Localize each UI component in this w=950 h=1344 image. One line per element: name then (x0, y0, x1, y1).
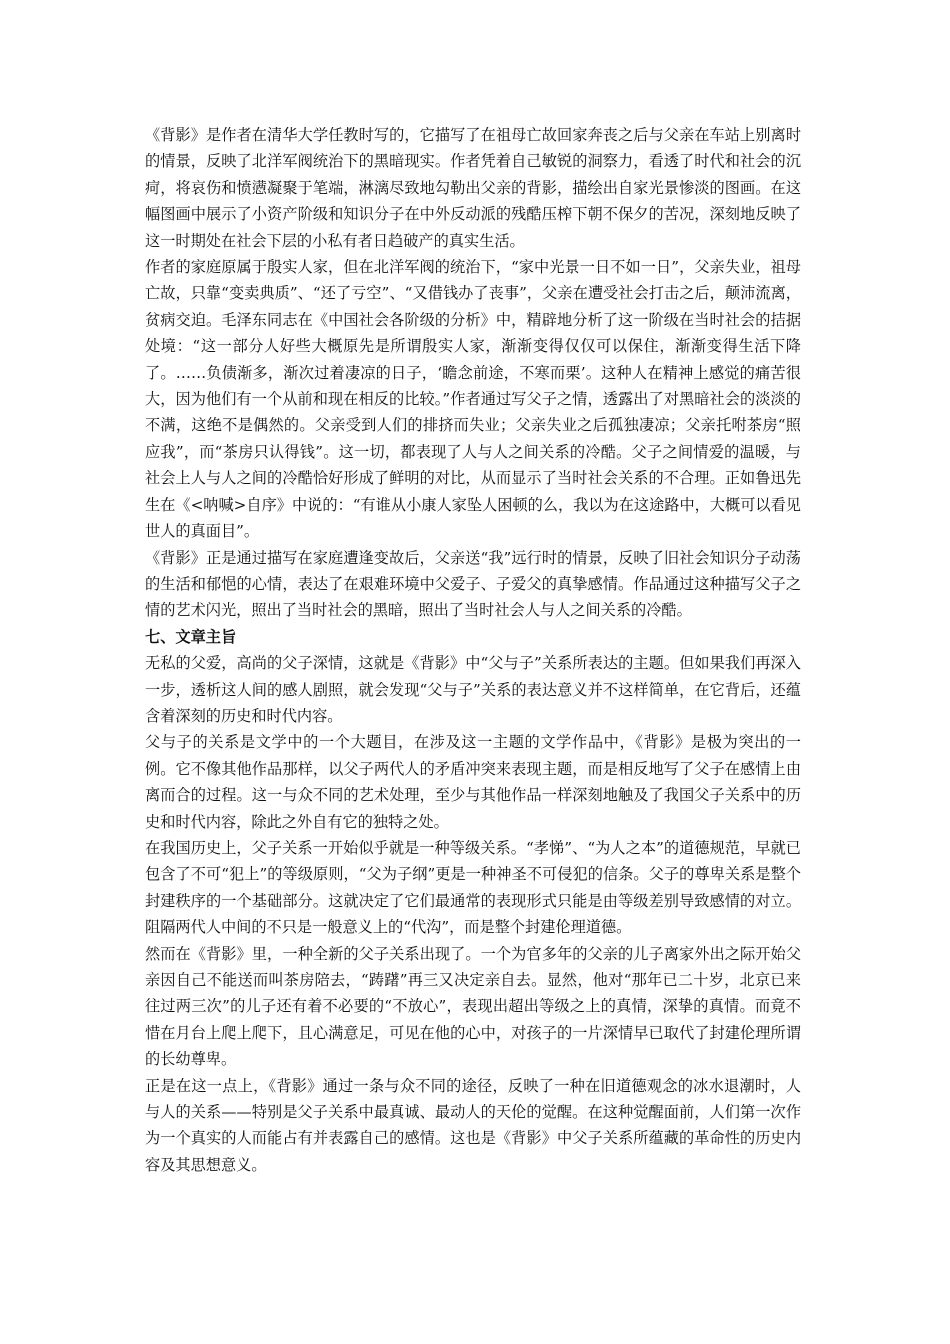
section-heading: 七、文章主旨 (145, 627, 237, 646)
paragraph-5: 父与子的关系是文学中的一个大题目，在涉及这一主题的文学作品中，《背影》是极为突出的一例。它不像其他作品那样，以父子两代人的矛盾冲突来表现主题，而是相反地写了父子在感情上由离而合的过程。这一与众不同的艺术处理，至少与其他作品一样深刻地触及了我国父子关系中的历史和时代内容，除此之外自有它的独特之处。 (145, 733, 801, 831)
paragraph-8: 正是在这一点上，《背影》通过一条与众不同的途径，反映了一种在旧道德观念的冰水退潮时，人与人的关系——特别是父子关系中最真诚、最动人的天伦的觉醒。在这种觉醒面前，人们第一次作为一个真实的人而能占有并表露自己的感情。这也是《背影》中父子关系所蕴藏的革命性的历史内容及其思想意义。 (145, 1076, 801, 1174)
document-page (145, 122, 801, 1178)
paragraph-7: 然而在《背影》里，一种全新的父子关系出现了。一个为官多年的父亲的儿子离家外出之际开始父亲因自己不能送而叫茶房陪去，“踌躇”再三又决定亲自去。显然，他对“那年已二十岁，北京已来往过两三次”的儿子还有着不必要的“不放心”，表现出超出等级之上的真情，深挚的真情。而竟不惜在月台上爬上爬下，且心满意足，可见在他的心中，对孩子的一片深情早已取代了封建伦理所谓的长幼尊卑。 (145, 944, 801, 1069)
paragraph-1: 《背影》是作者在清华大学任教时写的，它描写了在祖母亡故回家奔丧之后与父亲在车站上别离时的情景，反映了北洋军阀统治下的黑暗现实。作者凭着自己敏锐的洞察力，看透了时代和社会的沉疴，将哀伤和愤懑凝聚于笔端，淋漓尽致地勾勒出父亲的背影，描绘出自家光景惨淡的图画。在这幅图画中展示了小资产阶级和知识分子在中外反动派的残酷压榨下朝不保夕的苦况，深刻地反映了这一时期处在社会下层的小私有者日趋破产的真实生活。 (145, 126, 801, 250)
paragraph-2: 作者的家庭原属于殷实人家，但在北洋军阀的统治下，“家中光景一日不如一日”，父亲失业，祖母亡故，只靠“变卖典质”、“还了亏空”、“又借钱办了丧事”，父亲在遭受社会打击之后，颠沛流离，贫病交迫。毛泽东同志在《中国社会各阶级的分析》中，精辟地分析了这一阶级在当时社会的拮据处境：“这一部分人好些大概原先是所谓殷实人家，渐渐变得仅仅可以保住，渐渐变得生活下降了。……负债渐多，渐次过着凄凉的日子，‘瞻念前途，不寒而栗’。这种人在精神上感觉的痛苦很大，因为他们有一个从前和现在相反的比较。”作者通过写父子之情，透露出了对黑暗社会的淡淡的不满，这绝不是偶然的。父亲受到人们的排挤而失业；父亲失业之后孤独凄凉；父亲托咐茶房“照应我”，而“茶房只认得钱”。这一切，都表现了人与人之间关系的冷酷。父子之间情爱的温暖，与社会上人与人之间的冷酷恰好形成了鲜明的对比，从而显示了当时社会关系的不合理。正如鲁迅先生在《<呐喊>自序》中说的：“有谁从小康人家坠人困顿的么，我以为在这途路中，大概可以看见世人的真面目”。 (145, 258, 801, 541)
paragraph-3: 《背影》正是通过描写在家庭遭逢变故后，父亲送“我”远行时的情景，反映了旧社会知识分子动荡的生活和郁悒的心情，表达了在艰难环境中父爱子、子爱父的真挚感情。作品通过这种描写父子之情的艺术闪光，照出了当时社会的黑暗，照出了当时社会人与人之间关系的冷酷。 (145, 548, 801, 620)
paragraph-4: 无私的父爱，高尚的父子深情，这就是《背影》中“父与子”关系所表达的主题。但如果我们再深入一步，透析这人间的感人剧照，就会发现“父与子”关系的表达意义并不这样简单，在它背后，还蕴含着深刻的历史和时代内容。 (145, 654, 801, 725)
paragraph-6: 在我国历史上，父子关系一开始似乎就是一种等级关系。“孝悌”、“为人之本”的道德规范，早就已包含了不可“犯上”的等级原则，“父为子纲”更是一种神圣不可侵犯的信条。父子的尊卑关系是整个封建秩序的一个基础部分。这就决定了它们最通常的表现形式只能是由等级差别导致感情的对立。阻隔两代人中间的不只是一般意义上的“代沟”，而是整个封建伦理道德。 (145, 838, 801, 937)
